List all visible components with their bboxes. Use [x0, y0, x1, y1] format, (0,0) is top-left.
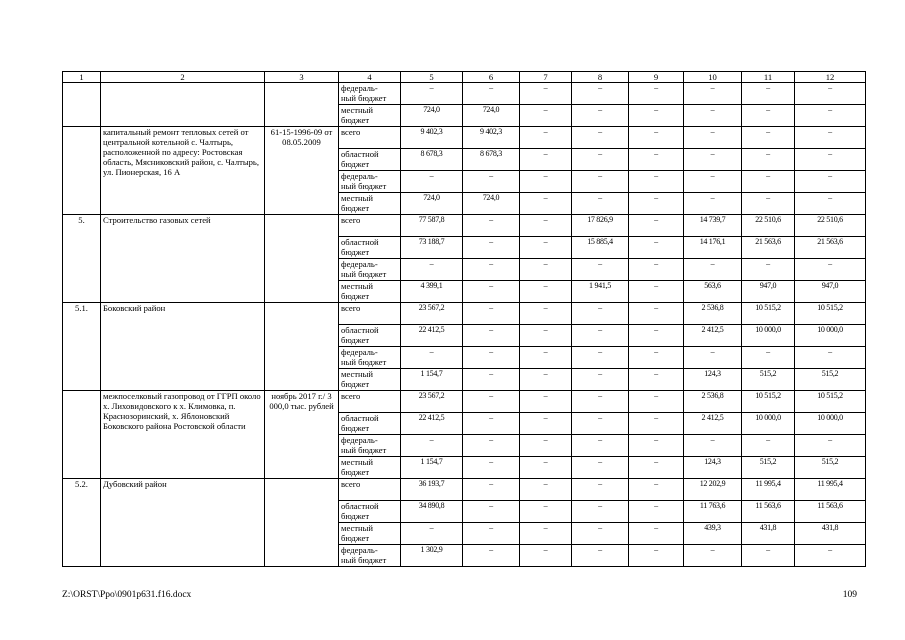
- item-name-cell: [101, 83, 265, 127]
- funding-source-cell: всего: [339, 391, 401, 413]
- value-cell: 724,0: [463, 105, 520, 127]
- funding-source-cell: федераль- ный бюджет: [339, 347, 401, 369]
- value-cell: –: [463, 303, 520, 325]
- value-cell: –: [463, 215, 520, 237]
- value-cell: 124,3: [684, 457, 742, 479]
- value-cell: 15 885,4: [572, 237, 629, 259]
- value-cell: 73 188,7: [401, 237, 463, 259]
- funding-source-cell: местный бюджет: [339, 281, 401, 303]
- header-cell: 8: [572, 72, 629, 83]
- item-doc-cell: 61-15-1996-09 от 08.05.2009: [265, 127, 339, 215]
- value-cell: –: [629, 83, 684, 105]
- item-name-cell: Боковский район: [101, 303, 265, 391]
- funding-source-cell: федераль- ный бюджет: [339, 259, 401, 281]
- value-cell: –: [520, 193, 572, 215]
- value-cell: –: [629, 369, 684, 391]
- value-cell: –: [795, 347, 866, 369]
- value-cell: 4 399,1: [401, 281, 463, 303]
- value-cell: 2 536,8: [684, 303, 742, 325]
- value-cell: –: [795, 149, 866, 171]
- value-cell: –: [572, 347, 629, 369]
- value-cell: –: [684, 347, 742, 369]
- value-cell: –: [520, 413, 572, 435]
- value-cell: –: [572, 391, 629, 413]
- value-cell: –: [520, 105, 572, 127]
- document-table: [62, 71, 866, 567]
- funding-source-cell: областной бюджет: [339, 237, 401, 259]
- value-cell: 11 995,4: [742, 479, 795, 501]
- item-number-cell: 5.1.: [63, 303, 101, 391]
- value-cell: –: [742, 545, 795, 567]
- value-cell: –: [463, 435, 520, 457]
- value-cell: 2 412,5: [684, 413, 742, 435]
- value-cell: 724,0: [463, 193, 520, 215]
- value-cell: 439,3: [684, 523, 742, 545]
- value-cell: –: [401, 171, 463, 193]
- value-cell: 515,2: [742, 457, 795, 479]
- value-cell: –: [520, 347, 572, 369]
- value-cell: –: [401, 347, 463, 369]
- value-cell: –: [742, 435, 795, 457]
- value-cell: –: [684, 105, 742, 127]
- item-doc-cell: [265, 215, 339, 303]
- value-cell: –: [684, 171, 742, 193]
- value-cell: –: [629, 325, 684, 347]
- value-cell: –: [520, 545, 572, 567]
- value-cell: –: [401, 523, 463, 545]
- funding-source-cell: всего: [339, 479, 401, 501]
- value-cell: –: [795, 127, 866, 149]
- value-cell: –: [572, 413, 629, 435]
- value-cell: –: [795, 83, 866, 105]
- funding-source-cell: областной бюджет: [339, 325, 401, 347]
- value-cell: –: [572, 303, 629, 325]
- value-cell: –: [629, 281, 684, 303]
- header-row: [63, 72, 866, 83]
- value-cell: –: [629, 259, 684, 281]
- value-cell: 10 000,0: [742, 325, 795, 347]
- value-cell: –: [401, 259, 463, 281]
- funding-source-cell: всего: [339, 303, 401, 325]
- table-row: [63, 83, 866, 105]
- value-cell: –: [463, 413, 520, 435]
- value-cell: 10 000,0: [795, 413, 866, 435]
- value-cell: 1 154,7: [401, 369, 463, 391]
- value-cell: –: [629, 391, 684, 413]
- value-cell: 22 412,5: [401, 325, 463, 347]
- value-cell: 515,2: [742, 369, 795, 391]
- value-cell: 11 563,6: [742, 501, 795, 523]
- value-cell: –: [463, 523, 520, 545]
- header-cell: 4: [339, 72, 401, 83]
- item-doc-cell: [265, 303, 339, 391]
- value-cell: –: [520, 83, 572, 105]
- value-cell: 10 515,2: [742, 391, 795, 413]
- value-cell: –: [520, 523, 572, 545]
- header-cell: 6: [463, 72, 520, 83]
- value-cell: 11 563,6: [795, 501, 866, 523]
- value-cell: –: [742, 347, 795, 369]
- funding-source-cell: областной бюджет: [339, 413, 401, 435]
- value-cell: 21 563,6: [742, 237, 795, 259]
- value-cell: –: [520, 391, 572, 413]
- value-cell: –: [795, 193, 866, 215]
- item-doc-cell: [265, 83, 339, 127]
- value-cell: –: [572, 479, 629, 501]
- value-cell: –: [629, 347, 684, 369]
- value-cell: –: [401, 83, 463, 105]
- value-cell: –: [520, 237, 572, 259]
- value-cell: –: [520, 325, 572, 347]
- value-cell: 947,0: [795, 281, 866, 303]
- value-cell: –: [629, 435, 684, 457]
- item-name-cell: капитальный ремонт тепловых сетей от центральной котельной с. Чалтырь, расположенной по адресу: Ростовская область, Мясниковский район, с. Чалтырь, ул. Пионерская, 16 А: [101, 127, 265, 215]
- table-row: [63, 303, 866, 325]
- value-cell: –: [520, 435, 572, 457]
- value-cell: –: [520, 281, 572, 303]
- value-cell: –: [629, 149, 684, 171]
- value-cell: –: [463, 545, 520, 567]
- value-cell: 77 587,8: [401, 215, 463, 237]
- header-cell: 10: [684, 72, 742, 83]
- value-cell: 10 000,0: [742, 413, 795, 435]
- value-cell: –: [572, 545, 629, 567]
- value-cell: –: [684, 193, 742, 215]
- value-cell: 2 536,8: [684, 391, 742, 413]
- funding-source-cell: областной бюджет: [339, 149, 401, 171]
- value-cell: –: [520, 149, 572, 171]
- header-cell: 3: [265, 72, 339, 83]
- value-cell: –: [520, 501, 572, 523]
- value-cell: –: [684, 545, 742, 567]
- value-cell: –: [463, 391, 520, 413]
- table-row: [63, 127, 866, 149]
- value-cell: 9 402,3: [401, 127, 463, 149]
- value-cell: –: [742, 193, 795, 215]
- value-cell: 11 995,4: [795, 479, 866, 501]
- value-cell: –: [684, 149, 742, 171]
- value-cell: –: [572, 501, 629, 523]
- funding-source-cell: федераль- ный бюджет: [339, 83, 401, 105]
- value-cell: 23 567,2: [401, 303, 463, 325]
- value-cell: 22 412,5: [401, 413, 463, 435]
- value-cell: 10 515,2: [795, 303, 866, 325]
- value-cell: 17 826,9: [572, 215, 629, 237]
- value-cell: –: [520, 215, 572, 237]
- value-cell: –: [572, 369, 629, 391]
- funding-source-cell: областной бюджет: [339, 501, 401, 523]
- value-cell: –: [629, 545, 684, 567]
- table-row: [63, 215, 866, 237]
- item-name-cell: Строительство газовых сетей: [101, 215, 265, 303]
- value-cell: –: [684, 259, 742, 281]
- value-cell: –: [520, 259, 572, 281]
- value-cell: –: [629, 105, 684, 127]
- value-cell: –: [684, 435, 742, 457]
- value-cell: –: [463, 171, 520, 193]
- value-cell: –: [572, 127, 629, 149]
- item-number-cell: [63, 83, 101, 127]
- value-cell: –: [572, 171, 629, 193]
- value-cell: –: [572, 83, 629, 105]
- value-cell: 563,6: [684, 281, 742, 303]
- value-cell: –: [572, 523, 629, 545]
- value-cell: –: [572, 105, 629, 127]
- value-cell: –: [572, 435, 629, 457]
- value-cell: –: [572, 457, 629, 479]
- footer-file-path: Z:\ORST\Ppo\0901p631.f16.docx: [62, 590, 192, 600]
- funding-source-cell: местный бюджет: [339, 105, 401, 127]
- item-name-cell: межпоселковый газопровод от ГГРП около х. Лиховидовского к х. Климовка, п. Краснозоринский, х. Яблоновский Боковского района Ростовской области: [101, 391, 265, 479]
- value-cell: –: [463, 83, 520, 105]
- header-cell: 1: [63, 72, 101, 83]
- value-cell: 14 176,1: [684, 237, 742, 259]
- value-cell: 8 678,3: [401, 149, 463, 171]
- item-name-cell: Дубовский район: [101, 479, 265, 567]
- value-cell: –: [463, 457, 520, 479]
- value-cell: 21 563,6: [795, 237, 866, 259]
- header-cell: 2: [101, 72, 265, 83]
- funding-source-cell: местный бюджет: [339, 193, 401, 215]
- value-cell: –: [520, 171, 572, 193]
- value-cell: –: [742, 171, 795, 193]
- value-cell: 22 510,6: [795, 215, 866, 237]
- value-cell: –: [629, 215, 684, 237]
- value-cell: 11 763,6: [684, 501, 742, 523]
- funding-source-cell: федераль- ный бюджет: [339, 435, 401, 457]
- value-cell: 1 941,5: [572, 281, 629, 303]
- value-cell: –: [520, 369, 572, 391]
- value-cell: –: [572, 325, 629, 347]
- value-cell: –: [463, 325, 520, 347]
- value-cell: 34 890,8: [401, 501, 463, 523]
- item-doc-cell: ноябрь 2017 г./ 3 000,0 тыс. рублей: [265, 391, 339, 479]
- value-cell: –: [629, 457, 684, 479]
- value-cell: 515,2: [795, 369, 866, 391]
- value-cell: –: [401, 435, 463, 457]
- funding-source-cell: местный бюджет: [339, 523, 401, 545]
- header-cell: 9: [629, 72, 684, 83]
- value-cell: 10 000,0: [795, 325, 866, 347]
- funding-source-cell: местный бюджет: [339, 369, 401, 391]
- value-cell: 8 678,3: [463, 149, 520, 171]
- value-cell: –: [795, 435, 866, 457]
- item-number-cell: 5.: [63, 215, 101, 303]
- value-cell: 1 154,7: [401, 457, 463, 479]
- value-cell: –: [520, 127, 572, 149]
- item-number-cell: [63, 127, 101, 215]
- value-cell: 124,3: [684, 369, 742, 391]
- header-cell: 11: [742, 72, 795, 83]
- value-cell: 10 515,2: [795, 391, 866, 413]
- value-cell: –: [463, 281, 520, 303]
- funding-source-cell: федераль- ный бюджет: [339, 545, 401, 567]
- value-cell: –: [572, 193, 629, 215]
- value-cell: –: [629, 479, 684, 501]
- value-cell: –: [629, 523, 684, 545]
- value-cell: –: [795, 259, 866, 281]
- value-cell: –: [684, 127, 742, 149]
- item-number-cell: 5.2.: [63, 479, 101, 567]
- value-cell: –: [463, 479, 520, 501]
- value-cell: –: [629, 501, 684, 523]
- value-cell: –: [463, 501, 520, 523]
- value-cell: –: [742, 105, 795, 127]
- value-cell: –: [629, 303, 684, 325]
- value-cell: –: [463, 259, 520, 281]
- value-cell: –: [795, 545, 866, 567]
- funding-source-cell: всего: [339, 215, 401, 237]
- value-cell: –: [629, 171, 684, 193]
- value-cell: 36 193,7: [401, 479, 463, 501]
- value-cell: 724,0: [401, 193, 463, 215]
- value-cell: –: [463, 347, 520, 369]
- value-cell: –: [795, 171, 866, 193]
- header-cell: 5: [401, 72, 463, 83]
- item-doc-cell: [265, 479, 339, 567]
- header-cell: 7: [520, 72, 572, 83]
- value-cell: 14 739,7: [684, 215, 742, 237]
- value-cell: 431,8: [795, 523, 866, 545]
- item-number-cell: [63, 391, 101, 479]
- value-cell: –: [629, 193, 684, 215]
- value-cell: 2 412,5: [684, 325, 742, 347]
- value-cell: 947,0: [742, 281, 795, 303]
- header-cell: 12: [795, 72, 866, 83]
- value-cell: –: [520, 479, 572, 501]
- value-cell: –: [629, 127, 684, 149]
- value-cell: –: [684, 83, 742, 105]
- value-cell: –: [572, 259, 629, 281]
- value-cell: –: [742, 127, 795, 149]
- value-cell: 12 202,9: [684, 479, 742, 501]
- funding-source-cell: всего: [339, 127, 401, 149]
- value-cell: 10 515,2: [742, 303, 795, 325]
- value-cell: 515,2: [795, 457, 866, 479]
- value-cell: –: [742, 83, 795, 105]
- value-cell: –: [520, 303, 572, 325]
- funding-source-cell: федераль- ный бюджет: [339, 171, 401, 193]
- value-cell: 724,0: [401, 105, 463, 127]
- page-number: 109: [842, 590, 857, 600]
- value-cell: –: [463, 237, 520, 259]
- value-cell: –: [742, 149, 795, 171]
- value-cell: 431,8: [742, 523, 795, 545]
- value-cell: –: [795, 105, 866, 127]
- value-cell: –: [629, 237, 684, 259]
- value-cell: 22 510,6: [742, 215, 795, 237]
- value-cell: 9 402,3: [463, 127, 520, 149]
- value-cell: 23 567,2: [401, 391, 463, 413]
- table-row: [63, 391, 866, 413]
- table-row: [63, 479, 866, 501]
- value-cell: 1 302,9: [401, 545, 463, 567]
- value-cell: –: [520, 457, 572, 479]
- value-cell: –: [629, 413, 684, 435]
- value-cell: –: [463, 369, 520, 391]
- funding-source-cell: местный бюджет: [339, 457, 401, 479]
- value-cell: –: [572, 149, 629, 171]
- value-cell: –: [742, 259, 795, 281]
